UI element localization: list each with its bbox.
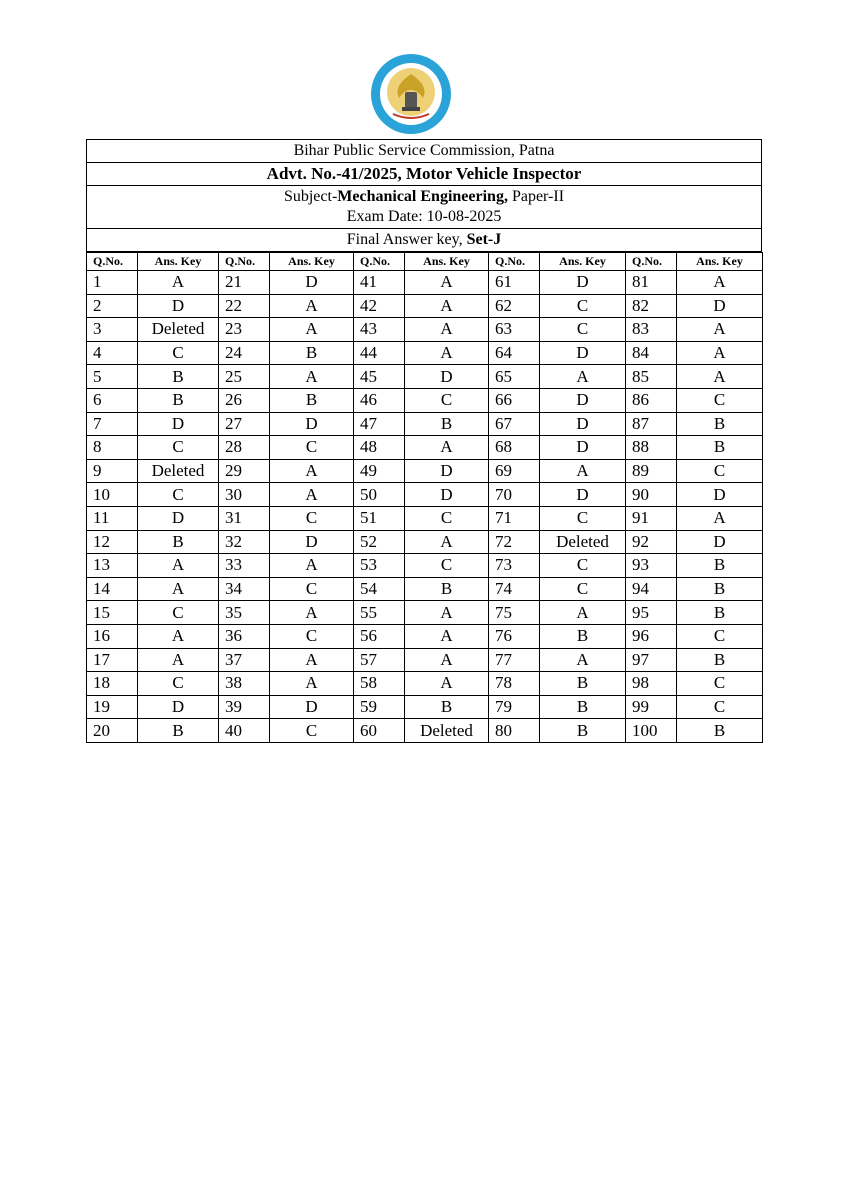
answer-cell: A (270, 483, 354, 507)
answer-cell: C (677, 388, 763, 412)
question-number: 1 (87, 271, 138, 295)
question-number: 45 (354, 365, 405, 389)
table-row (87, 624, 763, 648)
question-number: 21 (219, 271, 270, 295)
answer-cell: B (270, 388, 354, 412)
answer-cell: C (138, 672, 219, 696)
question-number: 55 (354, 601, 405, 625)
question-number: 41 (354, 271, 405, 295)
answer-cell: B (677, 436, 763, 460)
table-row (87, 719, 763, 743)
org-title: Bihar Public Service Commission, Patna (87, 140, 762, 163)
table-row (87, 459, 763, 483)
question-number: 43 (354, 318, 405, 342)
table-row (87, 577, 763, 601)
answer-cell: D (138, 294, 219, 318)
qno-header: Q.No. (354, 253, 405, 271)
question-number: 60 (354, 719, 405, 743)
exam-date: Exam Date: 10-08-2025 (346, 208, 502, 225)
question-number: 92 (626, 530, 677, 554)
answer-cell: C (138, 436, 219, 460)
answer-cell: A (138, 648, 219, 672)
question-number: 99 (626, 695, 677, 719)
question-number: 74 (489, 577, 540, 601)
answer-cell: C (540, 506, 626, 530)
answer-cell: Deleted (405, 719, 489, 743)
question-number: 12 (87, 530, 138, 554)
answer-cell: D (677, 483, 763, 507)
answer-cell: B (270, 341, 354, 365)
question-number: 2 (87, 294, 138, 318)
answer-cell: D (405, 483, 489, 507)
question-number: 46 (354, 388, 405, 412)
answer-cell: C (540, 577, 626, 601)
question-number: 89 (626, 459, 677, 483)
question-number: 78 (489, 672, 540, 696)
question-number: 91 (626, 506, 677, 530)
question-number: 7 (87, 412, 138, 436)
answer-cell: B (677, 719, 763, 743)
set-line: Final Answer key, Set-J (87, 229, 762, 252)
question-number: 37 (219, 648, 270, 672)
question-number: 63 (489, 318, 540, 342)
answer-cell: A (540, 648, 626, 672)
question-number: 82 (626, 294, 677, 318)
question-number: 62 (489, 294, 540, 318)
answer-cell: D (270, 530, 354, 554)
answer-cell: A (540, 459, 626, 483)
table-row (87, 554, 763, 578)
answer-cell: D (270, 271, 354, 295)
ans-key-header: Ans. Key (540, 253, 626, 271)
answer-cell: D (540, 436, 626, 460)
question-number: 25 (219, 365, 270, 389)
question-number: 9 (87, 459, 138, 483)
answer-cell: A (270, 459, 354, 483)
question-number: 86 (626, 388, 677, 412)
answer-cell: D (540, 341, 626, 365)
answer-cell: A (405, 341, 489, 365)
answer-cell: B (540, 624, 626, 648)
question-number: 3 (87, 318, 138, 342)
question-number: 61 (489, 271, 540, 295)
question-number: 8 (87, 436, 138, 460)
answer-cell: Deleted (540, 530, 626, 554)
question-number: 34 (219, 577, 270, 601)
answer-cell: C (677, 672, 763, 696)
question-number: 31 (219, 506, 270, 530)
answer-cell: A (138, 271, 219, 295)
question-number: 57 (354, 648, 405, 672)
question-number: 75 (489, 601, 540, 625)
answer-cell: A (405, 318, 489, 342)
answer-key-sheet (86, 139, 762, 743)
question-number: 95 (626, 601, 677, 625)
bpsc-emblem-icon (369, 52, 453, 136)
table-row (87, 365, 763, 389)
question-number: 16 (87, 624, 138, 648)
answer-cell: A (270, 365, 354, 389)
answer-cell: A (270, 318, 354, 342)
answer-cell: B (677, 577, 763, 601)
question-number: 68 (489, 436, 540, 460)
table-row (87, 695, 763, 719)
question-number: 72 (489, 530, 540, 554)
question-number: 20 (87, 719, 138, 743)
answer-cell: A (138, 624, 219, 648)
question-number: 100 (626, 719, 677, 743)
question-number: 80 (489, 719, 540, 743)
answer-cell: D (270, 695, 354, 719)
answer-cell: D (405, 365, 489, 389)
answer-cell: B (540, 719, 626, 743)
answer-cell: B (677, 601, 763, 625)
answer-cell: B (677, 648, 763, 672)
table-row (87, 271, 763, 295)
question-number: 4 (87, 341, 138, 365)
answer-cell: A (677, 341, 763, 365)
question-number: 66 (489, 388, 540, 412)
question-number: 13 (87, 554, 138, 578)
answer-cell: A (138, 577, 219, 601)
question-number: 56 (354, 624, 405, 648)
answer-cell: C (540, 318, 626, 342)
table-row (87, 294, 763, 318)
answer-cell: C (677, 624, 763, 648)
question-number: 96 (626, 624, 677, 648)
answer-cell: C (677, 695, 763, 719)
answer-cell: A (405, 672, 489, 696)
answer-cell: C (540, 554, 626, 578)
ans-key-header: Ans. Key (405, 253, 489, 271)
answer-cell: C (540, 294, 626, 318)
question-number: 85 (626, 365, 677, 389)
qno-header: Q.No. (489, 253, 540, 271)
question-number: 94 (626, 577, 677, 601)
subject-line: Subject-Mechanical Engineering, Paper-II (283, 188, 565, 205)
answer-cell: C (405, 388, 489, 412)
question-number: 11 (87, 506, 138, 530)
question-number: 23 (219, 318, 270, 342)
question-number: 69 (489, 459, 540, 483)
answer-key-table (86, 252, 763, 743)
table-row (87, 412, 763, 436)
question-number: 28 (219, 436, 270, 460)
answer-cell: B (677, 554, 763, 578)
question-number: 42 (354, 294, 405, 318)
table-row (87, 530, 763, 554)
answer-cell: A (677, 318, 763, 342)
question-number: 54 (354, 577, 405, 601)
question-number: 27 (219, 412, 270, 436)
ans-key-header: Ans. Key (270, 253, 354, 271)
question-number: 87 (626, 412, 677, 436)
answer-cell: A (405, 436, 489, 460)
question-number: 33 (219, 554, 270, 578)
answer-cell: D (405, 459, 489, 483)
qno-header: Q.No. (626, 253, 677, 271)
answer-cell: C (138, 601, 219, 625)
answer-cell: D (138, 412, 219, 436)
answer-cell: A (405, 601, 489, 625)
question-number: 83 (626, 318, 677, 342)
answer-cell: B (540, 672, 626, 696)
answer-cell: A (405, 271, 489, 295)
question-number: 19 (87, 695, 138, 719)
answer-cell: A (540, 601, 626, 625)
answer-cell: B (138, 530, 219, 554)
answer-cell: D (677, 294, 763, 318)
table-row (87, 483, 763, 507)
question-number: 97 (626, 648, 677, 672)
answer-cell: Deleted (138, 318, 219, 342)
answer-cell: C (677, 459, 763, 483)
table-row (87, 341, 763, 365)
question-number: 18 (87, 672, 138, 696)
question-number: 64 (489, 341, 540, 365)
question-number: 40 (219, 719, 270, 743)
question-number: 35 (219, 601, 270, 625)
question-number: 51 (354, 506, 405, 530)
answer-cell: C (138, 341, 219, 365)
subject-and-date (87, 186, 762, 229)
question-number: 22 (219, 294, 270, 318)
question-number: 49 (354, 459, 405, 483)
answer-cell: A (677, 506, 763, 530)
question-number: 38 (219, 672, 270, 696)
answer-cell: D (540, 483, 626, 507)
question-number: 71 (489, 506, 540, 530)
header-table (86, 139, 762, 252)
answer-cell: A (270, 554, 354, 578)
question-number: 39 (219, 695, 270, 719)
question-number: 6 (87, 388, 138, 412)
question-number: 58 (354, 672, 405, 696)
table-row (87, 648, 763, 672)
table-row (87, 601, 763, 625)
answer-cell: B (540, 695, 626, 719)
question-number: 29 (219, 459, 270, 483)
question-number: 59 (354, 695, 405, 719)
answer-cell: B (405, 695, 489, 719)
question-number: 84 (626, 341, 677, 365)
table-row (87, 672, 763, 696)
answer-cell: B (138, 388, 219, 412)
question-number: 17 (87, 648, 138, 672)
answer-cell: D (677, 530, 763, 554)
answer-cell: D (540, 271, 626, 295)
question-number: 53 (354, 554, 405, 578)
answer-cell: D (138, 695, 219, 719)
question-number: 30 (219, 483, 270, 507)
question-number: 24 (219, 341, 270, 365)
answer-cell: Deleted (138, 459, 219, 483)
answer-cell: A (405, 648, 489, 672)
answer-cell: D (138, 506, 219, 530)
answer-cell: A (677, 271, 763, 295)
question-number: 88 (626, 436, 677, 460)
answer-cell: C (405, 554, 489, 578)
question-number: 52 (354, 530, 405, 554)
question-number: 32 (219, 530, 270, 554)
question-number: 36 (219, 624, 270, 648)
answer-cell: C (270, 624, 354, 648)
question-number: 47 (354, 412, 405, 436)
question-number: 15 (87, 601, 138, 625)
answer-cell: C (405, 506, 489, 530)
answer-cell: A (270, 294, 354, 318)
question-number: 79 (489, 695, 540, 719)
answer-cell: A (270, 601, 354, 625)
ans-key-header: Ans. Key (138, 253, 219, 271)
question-number: 5 (87, 365, 138, 389)
ans-key-header: Ans. Key (677, 253, 763, 271)
question-number: 90 (626, 483, 677, 507)
question-number: 10 (87, 483, 138, 507)
question-number: 77 (489, 648, 540, 672)
answer-cell: A (677, 365, 763, 389)
answer-cell: C (138, 483, 219, 507)
answer-cell: C (270, 577, 354, 601)
answer-cell: A (270, 648, 354, 672)
answer-cell: C (270, 719, 354, 743)
question-number: 14 (87, 577, 138, 601)
question-number: 70 (489, 483, 540, 507)
answer-cell: C (270, 436, 354, 460)
advt-title: Advt. No.-41/2025, Motor Vehicle Inspector (87, 163, 762, 186)
question-number: 50 (354, 483, 405, 507)
question-number: 73 (489, 554, 540, 578)
answer-cell: B (138, 719, 219, 743)
answer-cell: D (270, 412, 354, 436)
column-header-row (87, 253, 763, 271)
question-number: 48 (354, 436, 405, 460)
answer-cell: A (540, 365, 626, 389)
table-row (87, 318, 763, 342)
answer-cell: D (540, 412, 626, 436)
answer-cell: B (138, 365, 219, 389)
answer-cell: B (405, 412, 489, 436)
answer-cell: D (540, 388, 626, 412)
qno-header: Q.No. (219, 253, 270, 271)
question-number: 26 (219, 388, 270, 412)
qno-header: Q.No. (87, 253, 138, 271)
answer-cell: C (270, 506, 354, 530)
answer-cell: A (405, 624, 489, 648)
table-row (87, 506, 763, 530)
question-number: 76 (489, 624, 540, 648)
question-number: 93 (626, 554, 677, 578)
answer-cell: A (405, 294, 489, 318)
answer-cell: A (405, 530, 489, 554)
table-row (87, 436, 763, 460)
question-number: 81 (626, 271, 677, 295)
question-number: 98 (626, 672, 677, 696)
question-number: 44 (354, 341, 405, 365)
question-number: 67 (489, 412, 540, 436)
answer-cell: B (405, 577, 489, 601)
answer-cell: A (270, 672, 354, 696)
answer-cell: B (677, 412, 763, 436)
answer-cell: A (138, 554, 219, 578)
table-row (87, 388, 763, 412)
question-number: 65 (489, 365, 540, 389)
